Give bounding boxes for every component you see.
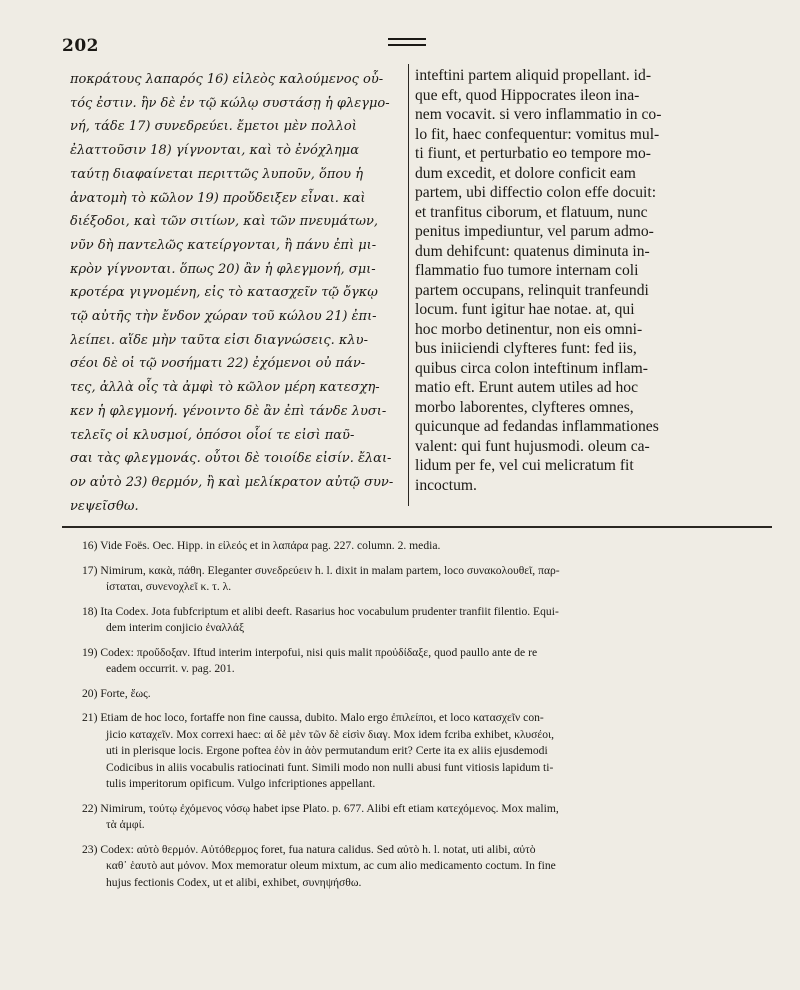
greek-text-line: νεψεῖσθω. <box>70 498 139 514</box>
footnote-line: uti in plerisque locis. Ergone poftea ἐὸν in ἀὸν permutandum erit? Certe ita ex aliis ejusdemodi <box>106 744 548 757</box>
footnote <box>70 842 770 892</box>
greek-text-line: κεν ἡ φλεγμονή. γένοιντο δὲ ἂν ἐπὶ τάνδε λυσι- <box>70 403 387 419</box>
greek-text-line: τός ἐστιν. ἢν δὲ ἐν τῷ κώλῳ συστάσῃ ἡ φλεγμο- <box>70 95 390 111</box>
footnote-line: Codicibus in aliis vocabulis ratiocinati funt. Simili modo non nulli abusi funt vitiosis lapidum ti- <box>106 760 554 774</box>
greek-text-line: ον αὐτὸ 23) θερμόν, ἢ καὶ μελίκρατον αὐτῷ συν- <box>70 474 394 490</box>
footnote <box>70 645 770 678</box>
latin-text-line: dum dehifcunt: quatenus diminuta in- <box>415 242 650 260</box>
page-number: 202 <box>62 36 99 56</box>
footnote-line: 22) Nimirum, τούτῳ ἐχόμενος νόσῳ habet ipse Plato. p. 677. Alibi eft etiam κατεχόμενος. Mox malim, <box>82 801 559 815</box>
latin-text-line: locum. funt igitur hae notae. at, qui <box>415 301 635 318</box>
latin-text-line: morbo laborentes, clyfteres omnes, <box>415 398 634 416</box>
footnote-line: 18) Ita Codex. Jota fubfcriptum et alibi deeft. Rasarius hoc vocabulum prudenter tranfiit filentio. Equi- <box>82 604 559 618</box>
greek-text-line: νή, τάδε 17) συνεδρεύει. ἔμετοι μὲν πολλοὶ <box>70 119 357 135</box>
greek-text-line: ταύτῃ διαφαίνεται περιττῶς λυποῦν, ὅπου ἡ <box>70 166 364 182</box>
footnote-line: τὰ ἀμφί. <box>106 818 145 831</box>
latin-text-line: et tranfitus ciborum, et flatuum, nunc <box>415 203 648 221</box>
latin-text-line: flammatio fuo tumore internam coli <box>415 262 639 279</box>
footnote-line: hujus fectionis Codex, ut et alibi, exhibet, συνηψήσθω. <box>106 875 362 889</box>
latin-text-line: hoc morbo detinentur, non eis omni- <box>415 320 643 338</box>
footnote-line: 17) Nimirum, κακὰ, πάθη. Eleganter συνεδρεύειν h. l. dixit in malam partem, loco συνακολουθεῖ, παρ- <box>82 563 560 577</box>
footnote-line: 23) Codex: αὐτὸ θερμόν. Αὐτόθερμος foret, fua natura calidus. Sed αὐτὸ h. l. notat, uti alibi, αὐτὸ <box>82 842 536 856</box>
latin-text-line: penitus impediuntur, vel parum admo- <box>415 223 654 240</box>
latin-text-column <box>415 66 775 495</box>
latin-text-line: incoctum. <box>415 476 477 494</box>
greek-text-line: σέοι δὲ οἱ τῷ νοσήματι 22) ἐχόμενοι οὐ πάν- <box>70 356 366 372</box>
latin-text-line: dum excedit, et dolore conficit eam <box>415 164 636 182</box>
header-rule <box>388 38 426 46</box>
latin-text-line: quibus circa colon inteftinum inflam- <box>415 359 648 377</box>
footnote-line: ίσταται, συνενοχλεῖ κ. τ. λ. <box>106 580 232 593</box>
greek-text-line: λείπει. αἵδε μὴν ταῦτα εἰσι διαγνώσεις. κλυ- <box>70 332 368 348</box>
footnote-line: dem interim conjicio ἐναλλάξ <box>106 621 245 634</box>
greek-text-line: τες, ἀλλὰ οἷς τὰ ἀμφὶ τὸ κῶλον μέρη κατεσχη- <box>70 380 380 396</box>
latin-text-line: partem, ubi diffectio colon effe docuit: <box>415 184 657 201</box>
latin-text-line: ti fiunt, et perturbatio eo tempore mo- <box>415 145 652 162</box>
greek-text-line: τῷ αὐτῆς τὴν ἔνδον χώραν τοῦ κώλου 21) ἐπι- <box>70 309 377 325</box>
footnote-line: jicio καταχεῖν. Mox correxi haec: αἱ δὲ μὲν τῶν δὲ εἰσὶν διαγ. Mox idem fcriba exhibet, κλυσέοι, <box>106 727 555 741</box>
greek-text-line: τελεῖς οἱ κλυσμοί, ὁπόσοι οἷοί τε εἰσὶ παῦ- <box>70 427 355 443</box>
greek-text-line: ἐλαττοῦσιν 18) γίγνονται, καὶ τὸ ἐνόχλημα <box>70 143 359 159</box>
footnote-line: 20) Forte, ἕως. <box>82 686 151 700</box>
footnote-line: eadem occurrit. v. pag. 201. <box>106 662 235 675</box>
footnote <box>70 710 770 793</box>
footnote-line: 19) Codex: προὔδοξαν. Iftud interim interpofui, nisi quis malit προὐδίδαξε, quod paullo ante de re <box>82 645 538 659</box>
greek-text-line: διέξοδοι, καὶ τῶν σιτίων, καὶ τῶν πνευμάτων, <box>70 214 379 230</box>
footnote <box>70 686 770 703</box>
latin-text-line: valent: qui funt hujusmodi. oleum ca- <box>415 437 650 455</box>
footnote <box>70 801 770 834</box>
footnote-line: καθ᾽ ἑαυτὸ aut μόνον. Mox memoratur oleum mixtum, ac cum alio medicamento coctum. In fine <box>106 859 556 872</box>
greek-text-line: κροτέρα γιγνομένη, εἰς τὸ κατασχεῖν τῷ ὄγκῳ <box>70 285 378 301</box>
column-divider <box>408 64 409 506</box>
footnote-line: tulis imperitorum opificum. Vulgo infcriptiones appellant. <box>106 777 376 790</box>
footnote-line: 21) Etiam de hoc loco, fortaffe non fine caussa, dubito. Malo ergo ἐπιλείποι, et loco κατασχεῖν con- <box>82 711 544 724</box>
footnote <box>70 563 770 596</box>
latin-text-line: nem vocavit. si vero inflammatio in co- <box>415 106 662 123</box>
footnotes <box>70 538 770 899</box>
greek-text-line: νῦν δὴ παντελῶς κατείργονται, ἢ πάνυ ἐπὶ μι- <box>70 237 377 253</box>
greek-text-line: κρὸν γίγνονται. ὅπως 20) ἂν ἡ φλεγμονή, σμι- <box>70 261 376 277</box>
greek-text-column <box>70 68 400 518</box>
latin-text-line: partem occupans, relinquit tranfeundi <box>415 281 649 299</box>
greek-text-line: ποκράτους λαπαρός 16) εἰλεὸς καλούμενος οὗ- <box>70 72 384 87</box>
latin-text-line: quicunque ad fedandas inflammationes <box>415 418 659 435</box>
greek-text-line: ἀνατομὴ τὸ κῶλον 19) προὔδειξεν εἶναι. καὶ <box>70 190 366 206</box>
footnote <box>70 538 770 555</box>
footnotes-rule <box>62 526 772 528</box>
latin-text-line: lo fit, haec confequentur: vomitus mul- <box>415 125 660 143</box>
footnote <box>70 604 770 637</box>
greek-text-line: σαι τὰς φλεγμονάς. οὗτοι δὲ τοιοίδε εἰσίν. ἔλαι- <box>70 451 392 467</box>
latin-text-line: lidum per fe, vel cui melicratum fit <box>415 457 634 474</box>
latin-text-line: matio eft. Erunt autem utiles ad hoc <box>415 379 639 396</box>
latin-text-line: bus iniiciendi clyfteres funt: fed iis, <box>415 340 637 357</box>
latin-text-line: inteftini partem aliquid propellant. id- <box>415 67 652 84</box>
latin-text-line: que eft, quod Hippocrates ileon ina- <box>415 86 640 104</box>
footnote-line: 16) Vide Foës. Oec. Hipp. in εἰλεός et in λαπάρα pag. 227. column. 2. media. <box>82 539 441 552</box>
